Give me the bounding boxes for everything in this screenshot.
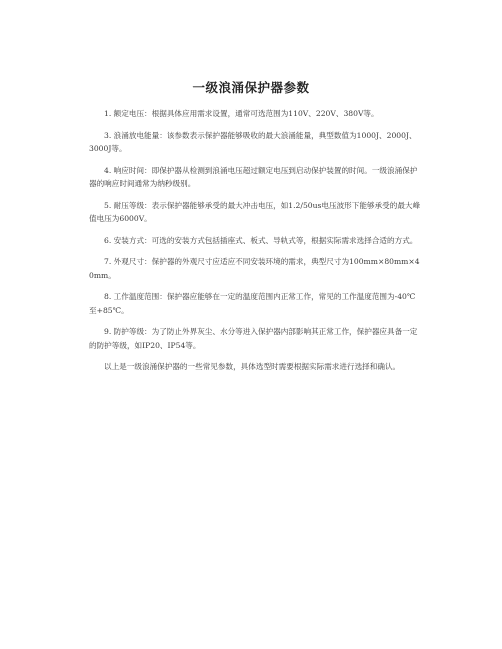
paragraph-surge-energy: 3. 浪涌放电能量：该参数表示保护器能够吸收的最大浪涌能量，典型数值为1000J、2000J、3000J等。 (89, 130, 417, 153)
paragraph-dimensions: 7. 外观尺寸：保护器的外观尺寸应适应不同安装环境的需求，典型尺寸为100mm×80mm×40mm。 (89, 257, 420, 280)
paragraph-conclusion: 以上是一级浪涌保护器的一些常见参数，具体选型时需要根据实际需求进行选择和确认。 (104, 362, 401, 371)
document-body (89, 107, 421, 382)
paragraph-temperature: 8. 工作温度范围：保护器应能够在一定的温度范围内正常工作，常见的工作温度范围为-40℃至+85℃。 (89, 292, 416, 315)
paragraph-rated-voltage: 1. 额定电压：根据具体应用需求设置，通常可选范围为110V、220V、380V等。 (104, 109, 379, 118)
document-title: 一级浪涌保护器参数 (192, 80, 310, 95)
paragraph-withstand-voltage: 5. 耐压等级：表示保护器能够承受的最大冲击电压，如1.2/50us电压波形下能够承受的最大峰值电压为6000V。 (89, 200, 421, 223)
paragraph-installation: 6. 安装方式：可选的安装方式包括插座式、板式、导轨式等，根据实际需求选择合适的方式。 (104, 235, 418, 245)
paragraph-response-time: 4. 响应时间：即保护器从检测到浪涌电压超过额定电压到启动保护装置的时间。一级浪涌保护器的响应时间通常为纳秒级别。 (89, 165, 418, 188)
paragraph-protection-rating: 9. 防护等级：为了防止外界灰尘、水分等进入保护器内部影响其正常工作，保护器应具备一定的防护等级，如IP20、IP54等。 (89, 327, 418, 350)
